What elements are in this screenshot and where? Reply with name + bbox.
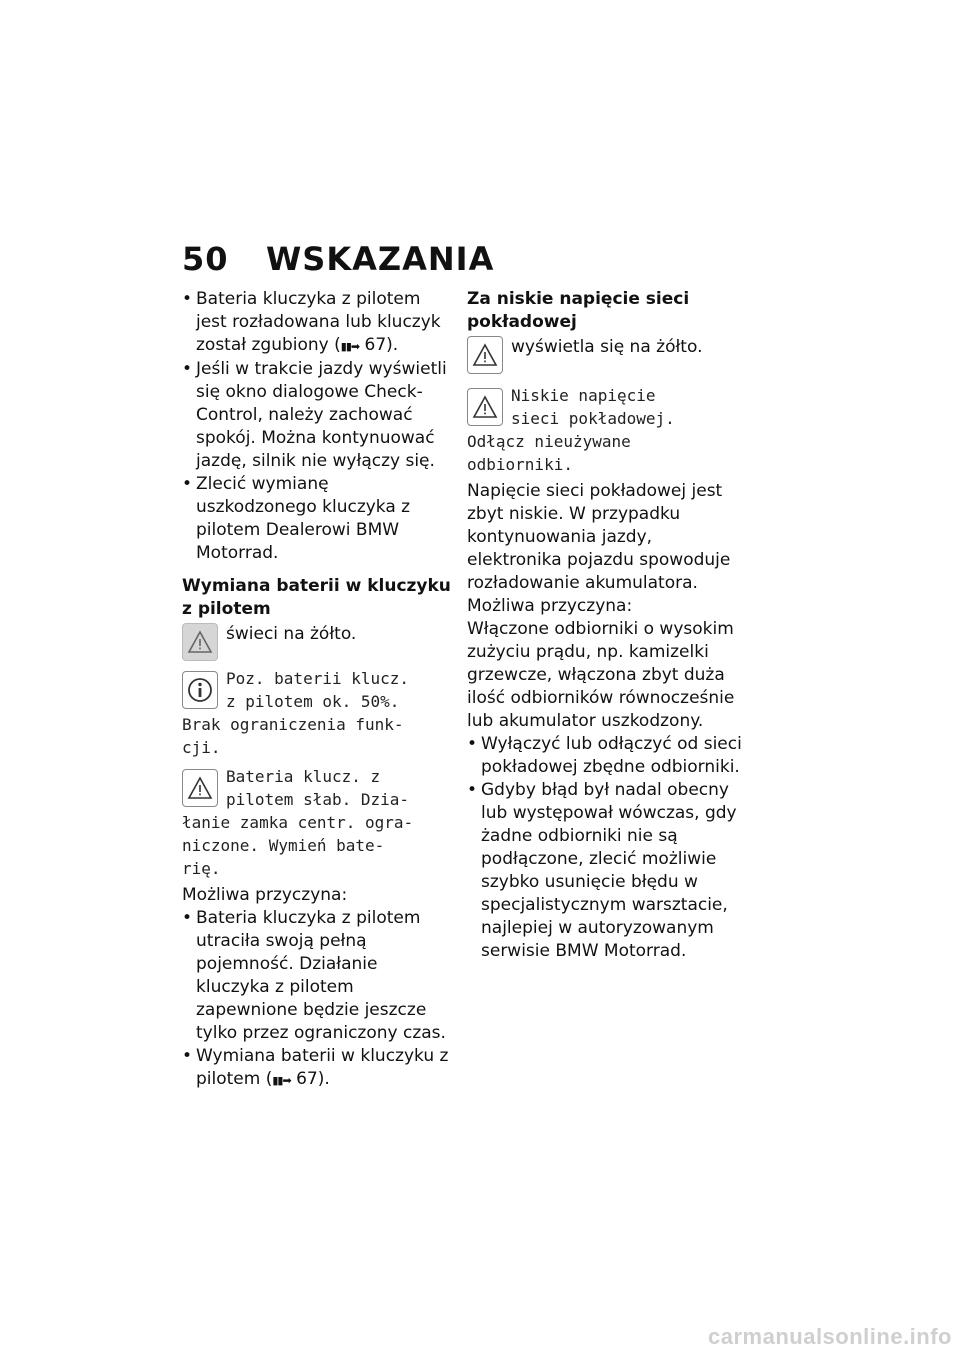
reference-arrow-icon: ▮▮➡ [340, 340, 360, 353]
message-line: pilotem słab. Dzia- [226, 790, 410, 809]
message-line: Odłącz nieużywane [467, 432, 631, 451]
indicator-row [467, 336, 742, 374]
warning-triangle-icon [182, 623, 218, 661]
list-item: • Wymiana baterii w kluczyku z pilotem (▮▮➡ 67). [182, 1045, 454, 1092]
right-column [467, 288, 742, 963]
message-line: z pilotem ok. 50%. [226, 692, 400, 711]
bullet-list-remedies [467, 733, 742, 963]
check-control-message-warning [182, 765, 454, 880]
indicator-text: świeci na żółto. [226, 624, 357, 644]
check-control-message-info [182, 667, 454, 759]
message-line: łanie zamka centr. ogra- [182, 813, 414, 832]
page-reference[interactable]: 67). [296, 1069, 330, 1089]
bullet-list-remedies [182, 907, 454, 1092]
list-item: • Zlecić wymianę uszkodzonego kluczyka z pilotem Dealerowi BMW Motorrad. [182, 473, 454, 565]
page-reference[interactable]: 67). [364, 335, 399, 355]
cause-label: Możliwa przyczyna: [182, 885, 348, 905]
section-heading: Wymiana baterii w kluczyku z pilotem [182, 576, 451, 619]
indicator-row [182, 623, 454, 661]
message-line: Brak ograniczenia funk- [182, 715, 404, 734]
body-text: Napięcie sieci pokładowej jest zbyt niskie. W przypadku kontynuowania jazdy, elektronika pojazdu spowoduje rozładowanie akumulatora. [467, 481, 731, 593]
list-item: • Bateria kluczyka z pilotem utraciła swoją pełną pojemność. Działanie kluczyka z pilotem zapewnione będzie jeszcze tylko przez ograniczony czas. [182, 907, 454, 1045]
message-line: sieci pokładowej. [511, 409, 675, 428]
warning-triangle-icon [467, 336, 503, 374]
cause-label: Możliwa przyczyna: [467, 596, 633, 616]
page-number: 50 [182, 240, 229, 278]
page-title: WSKAZANIA [266, 240, 495, 278]
indicator-text: wyświetla się na żółto. [511, 337, 703, 357]
warning-triangle-icon [182, 769, 218, 807]
message-line: odbiorniki. [467, 455, 573, 474]
warning-triangle-icon [467, 388, 503, 426]
list-item: • Bateria kluczyka z pilotem jest rozładowana lub kluczyk został zgubiony (▮▮➡ 67). [182, 288, 454, 358]
message-line: rię. [182, 859, 221, 878]
reference-arrow-icon: ▮▮➡ [272, 1074, 291, 1087]
message-line: Bateria klucz. z [226, 767, 381, 786]
list-item: • Gdyby błąd był nadal obecny lub występował wówczas, gdy żadne odbiorniki nie są podłączone, zlecić możliwie szybko usunięcie błędu w specjalistycznym warsztacie, najlepiej w autoryzowanym serwisie BMW Motorrad. [467, 779, 742, 963]
section-heading: Za niskie napięcie sieci pokładowej [467, 289, 690, 332]
page-header [182, 240, 494, 278]
list-item: • Wyłączyć lub odłączyć od sieci pokładowej zbędne odbiorniki. [467, 733, 742, 779]
list-item: • Jeśli w trakcie jazdy wyświetli się okno dialogowe Check-Control, należy zachować spokój. Można kontynuować jazdę, silnik nie wyłączy się. [182, 358, 454, 473]
check-control-message-warning [467, 384, 742, 476]
watermark: carmanualsonline.info [708, 1324, 952, 1349]
message-line: cji. [182, 738, 221, 757]
bullet-list-causes [182, 288, 454, 565]
left-column [182, 288, 454, 1092]
message-line: Poz. baterii klucz. [226, 669, 410, 688]
info-icon [182, 671, 218, 709]
message-line: niczone. Wymień bate- [182, 836, 385, 855]
message-line: Niskie napięcie [511, 386, 656, 405]
cause-text: Włączone odbiorniki o wysokim zużyciu prądu, np. kamizelki grzewcze, włączona zbyt duża ilość odbiorników równocześnie lub akumulator uszkodzony. [467, 619, 735, 731]
